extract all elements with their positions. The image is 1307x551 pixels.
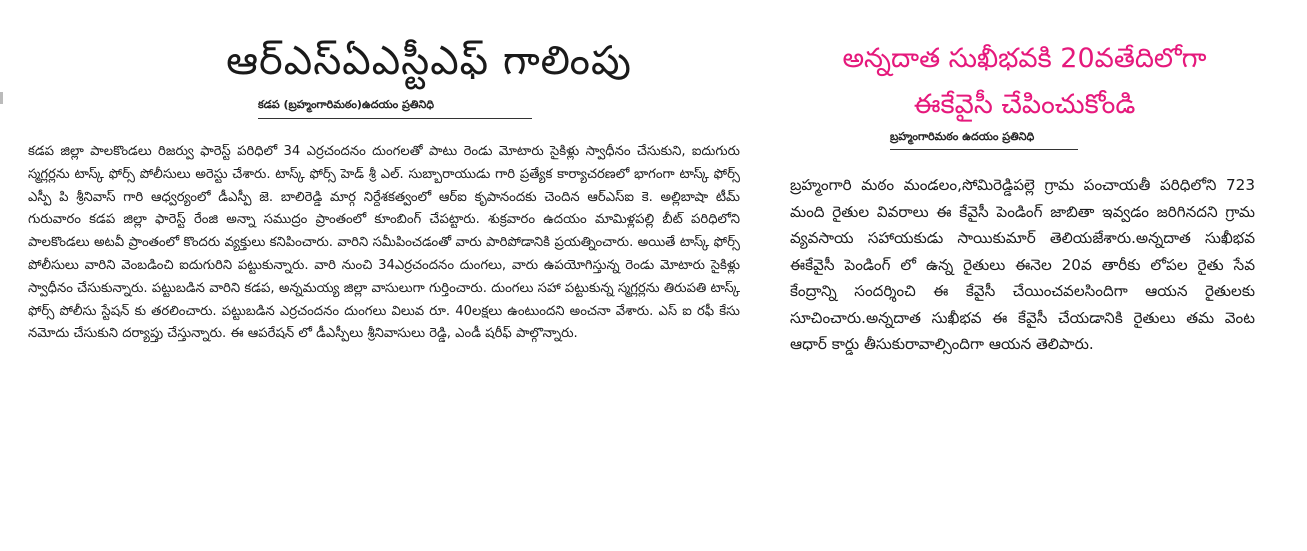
byline-underline (890, 149, 1078, 150)
article-body: కడప జిల్లా పాలకొండలు రిజర్వు ఫారెస్ట్ పరిధిలో 34 ఎర్రచందనం దుంగలతో పాటు రెండు మోటారు సైకిళ్లు స్వాధీనం చేసుకుని, ఐదుగురు స్మగ్లర్లను టాస్క్ ఫోర్స్ పోలీసులు అరెస్టు చేశారు. టాస్క్ ఫోర్స్ హెడ్ శ్రీ ఎల్. సుబ్బారాయుడు గారి ప్రత్యేక కార్యాచరణలో భాగంగా టాస్క్ ఫోర్స్ ఎస్పీ పి శ్రీనివాస్ గారి ఆధ్వర్యంలో డీఎస్పీ జె. బాలిరెడ్డి మార్గ నిర్దేశకత్వంలో ఆర్ఐ కృపానందకు చెందిన ఆర్ఎస్ఐ కె. అల్లిబాషా టీమ్ గురువారం కడప జిల్లా ఫారెస్ట్ రేంజి అన్నా సముద్రం ప్రాంతంలో కూంబింగ్ చేపట్టారు. శుక్రవారం ఉదయం మామిళ్లపల్లి బీట్ పరిధిలోని పాలకొండలు అటవీ ప్రాంతంలో కొందరు వ్యక్తులు కనిపించారు. వారిని సమీపించడంతో వారు పారిపోడానికి ప్రయత్నించారు. అయితే టాస్క్ ఫోర్స్ పోలీసులు వారిని వెంబడించి ఐదుగురిని పట్టుకున్నారు. వారి నుంచి 34ఎర్రచందనం దుంగలు, వారు ఉపయోగిస్తున్న రెండు మోటారు సైకిళ్లు స్వాధీనం చేసుకున్నారు. పట్టుబడిన వారిని కడప, అన్నమయ్య జిల్లా వాసులుగా గుర్తించారు. దుంగలు సహా పట్టుకున్న స్మగ్లర్లను తిరుపతి టాస్క్ ఫోర్స్ పోలీసు స్టేషన్ కు తరలించారు. పట్టుబడిన ఎర్రచందనం దుంగలు విలువ రూ. 40లక్షలు ఉంటుందని అంచనా వేశారు. ఎస్ ఐ రఫీ కేసు నమోదు చేసుకుని దర్యాప్తు చేస్తున్నారు. ఈ ఆపరేషన్ లో డీఎస్పీలు శ్రీనివాసులు రెడ్డి, ఎండీ షరీఫ్ పాల్గొన్నారు. (28, 144, 740, 342)
article-annadata-sukhibhava (752, 0, 1297, 358)
headline-line-1: అన్నదాత సుఖీభవకి 20వతేదిలోగా (842, 43, 1207, 74)
page-edge-mark (0, 92, 3, 104)
article-body: బ్రహ్మంగారి మఠం మండలం,సోమిరెడ్డిపల్లె గ్రామ పంచాయతీ పరిధిలోని 723 మంది రైతుల వివరాలు ఈ కేవైసీ పెండింగ్ జాబితా ఇవ్వడం జరిగినదని గ్రామ వ్యవసాయ సహాయకుడు సాయికుమార్ తెలియజేశారు.అన్నదాత సుఖీభవ ఈకేవైసీ పెండింగ్ లో ఉన్న రైతులు ఈనెల 20వ తారీకు లోపల రైతు సేవ కేంద్రాన్ని సందర్శించి ఈ కేవైసీ చేయించవలసిందిగా ఆయన రైతులకు సూచించారు.అన్నదాత సుఖీభవ ఈ కేవైసీ చేయడానికి రైతులు తమ వెంట ఆధార్ కార్డు తీసుకురావాల్సిందిగా ఆయన తెలిపారు. (790, 176, 1255, 353)
headline-line-2: ఈకేవైసీ చేపించుకోండి (913, 89, 1136, 120)
article-rsasf-search (28, 0, 740, 346)
article-headline: ఆర్‌ఎస్‌ఏఎస్టీఎఫ్ గాలింపు (226, 38, 632, 84)
article-byline: బ్రహ్మంగారిమఠం ఉదయం ప్రతినిధి (890, 130, 1035, 143)
article-headline (752, 36, 1297, 128)
byline-underline (258, 118, 532, 119)
article-byline: కడప (బ్రహ్మంగారిమఠం)ఉదయం ప్రతినిధి (258, 98, 434, 111)
